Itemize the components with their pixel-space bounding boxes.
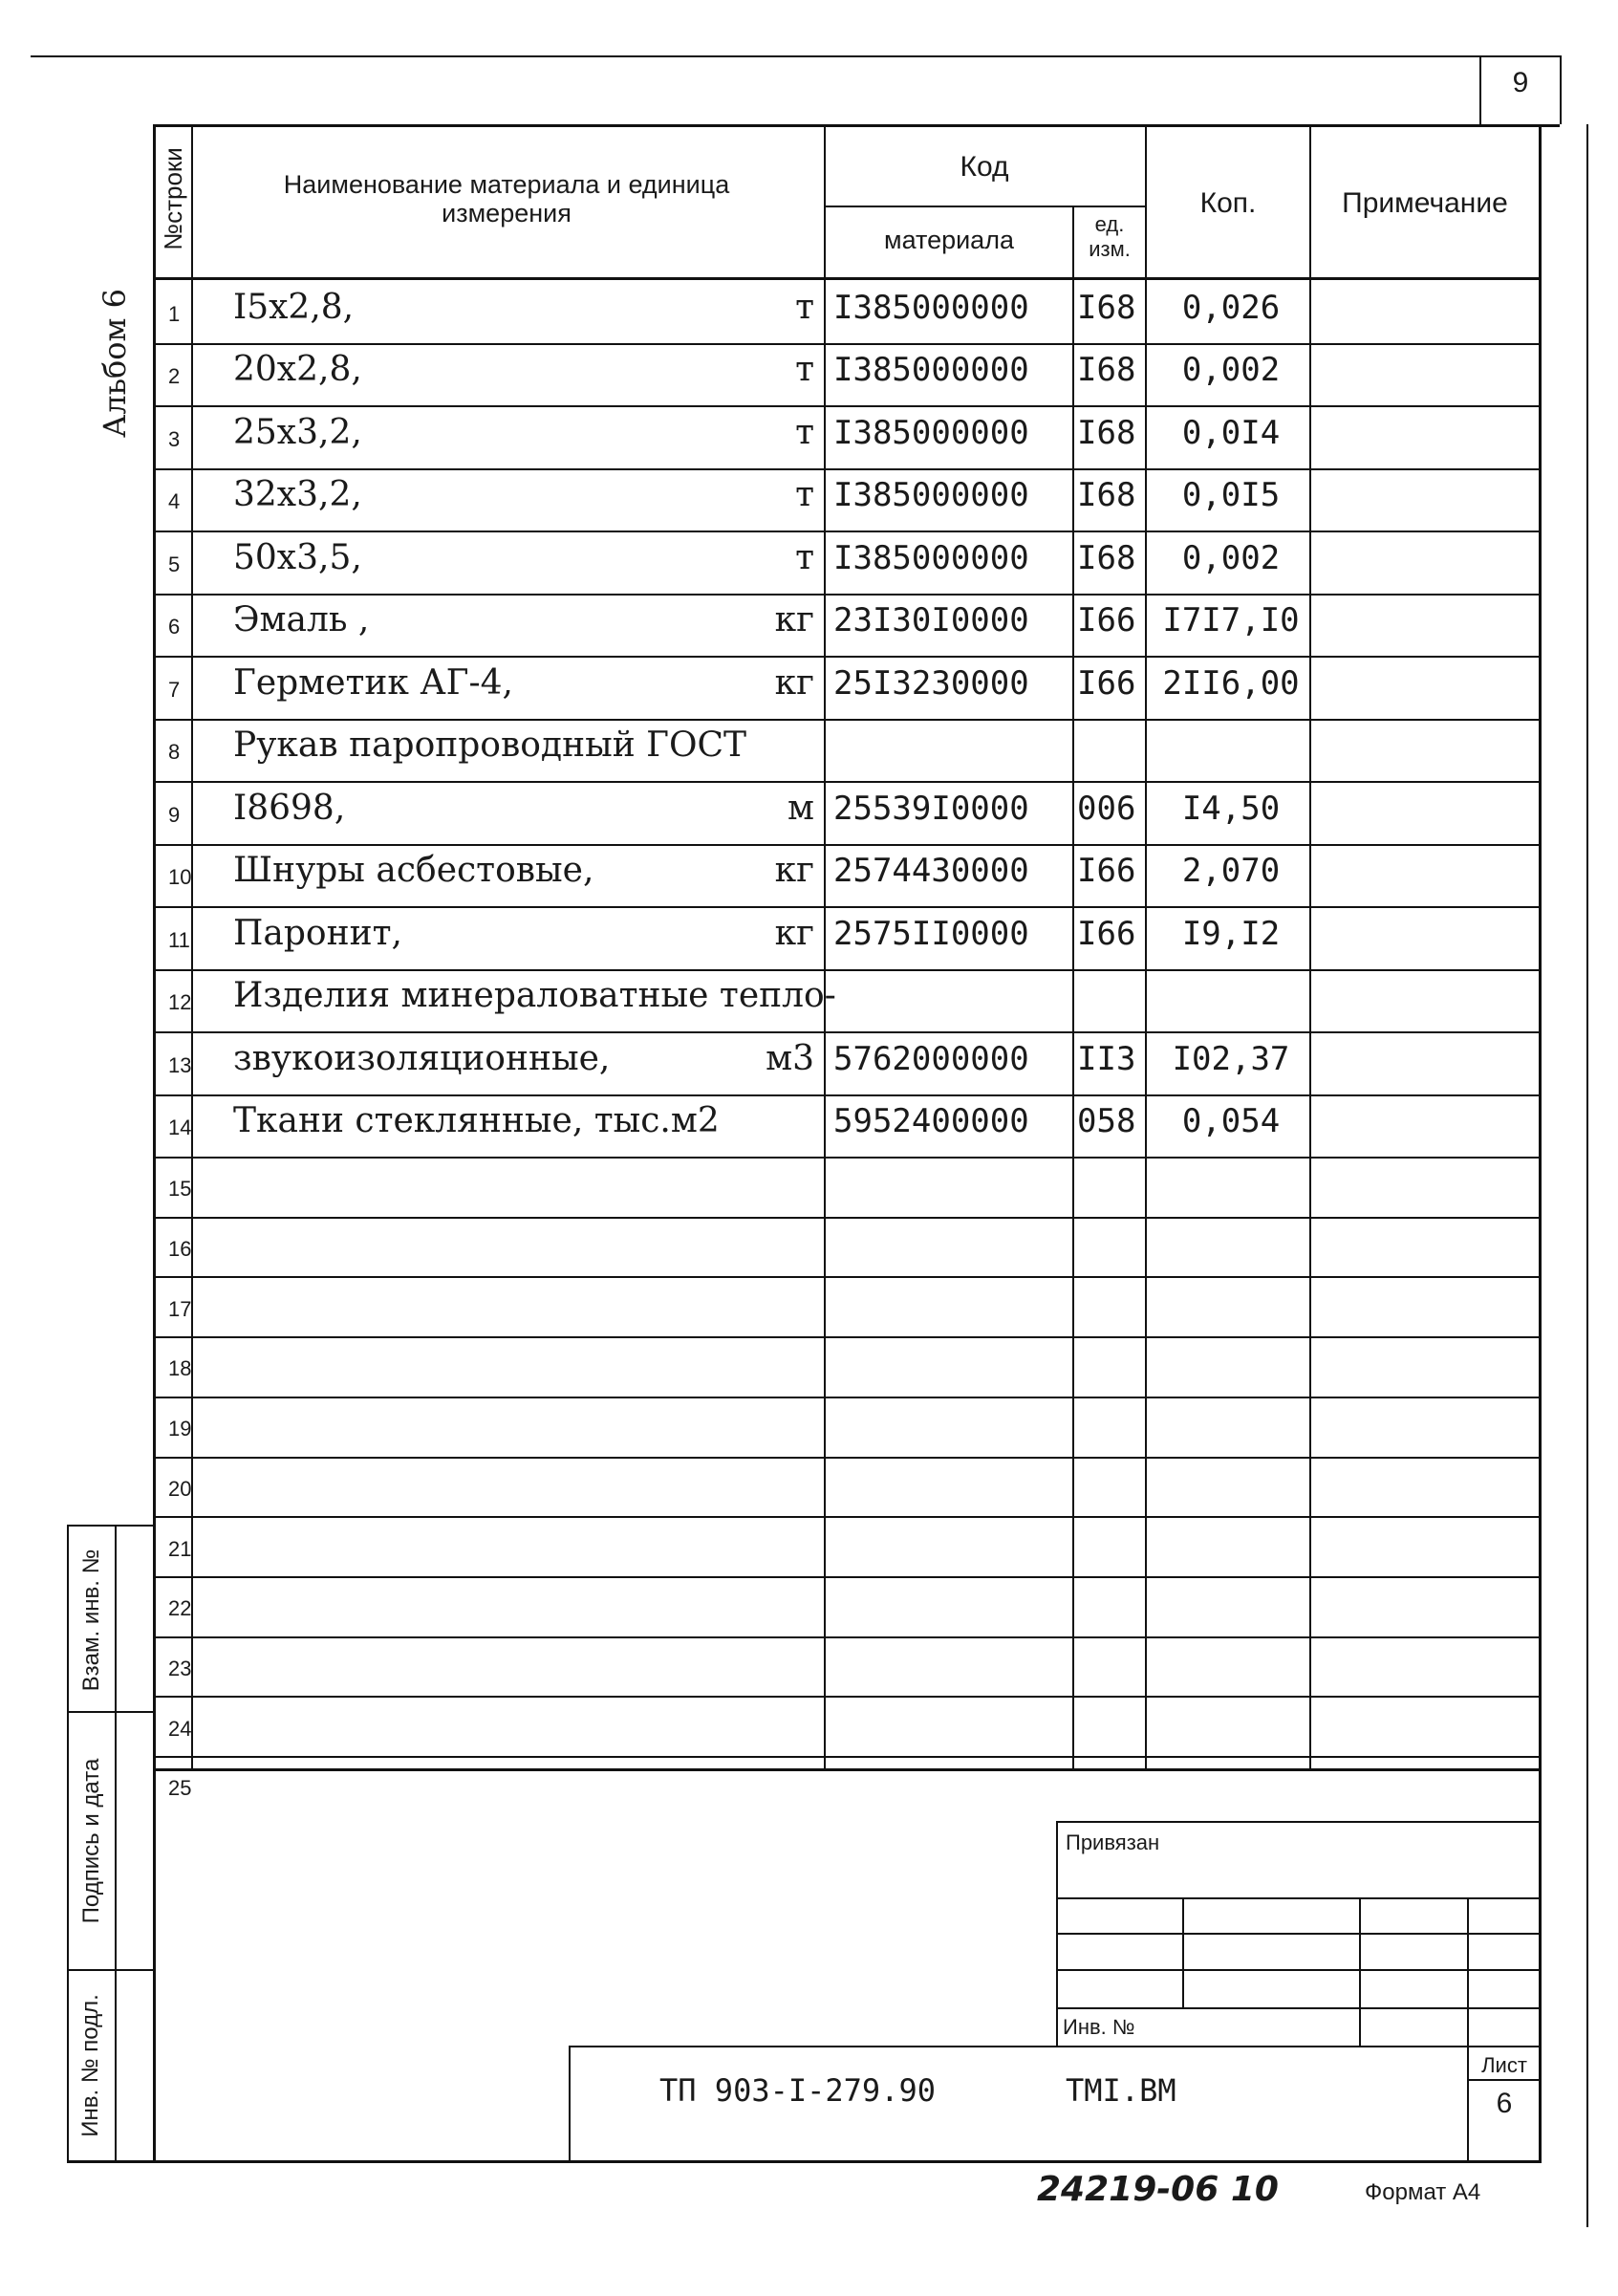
row-divider [153,1217,1539,1219]
handwritten-number: 24219-06 10 [1037,2170,1279,2209]
tb-sheet-number: 6 [1496,2088,1513,2119]
page-number-box-right [1560,55,1562,124]
row-divider [153,969,1539,971]
col-sep-rownum [191,124,193,1768]
tb-attach-top [1056,1821,1539,1823]
row-number: 17 [168,1296,192,1321]
col-sep-code [1072,206,1074,1768]
row-divider [153,468,1539,470]
row-divider [153,1094,1539,1096]
stamp-vzam-inv: Взам. инв. № [78,1549,104,1692]
unit-code: I68 [1077,413,1136,452]
header-material-name: Наименование материала и единица измерения [283,170,730,227]
tb-sheet-rule [1467,2079,1539,2081]
row-number: 7 [168,677,181,702]
unit-code: I68 [1077,288,1136,327]
col-sep-name [824,124,826,1768]
row-number: 11 [168,927,190,952]
quantity-value: 0,002 [1181,351,1281,390]
row-divider [153,1157,1539,1159]
unit-label: т [795,537,814,577]
quantity-value: 0,026 [1181,288,1281,327]
row-divider [153,719,1539,721]
tb-doc-code: ТП 903-I-279.90 [659,2072,936,2109]
row-divider [153,1457,1539,1459]
row-number: 9 [168,802,181,827]
material-code: I385000000 [833,288,1029,327]
top-rule [31,55,1560,57]
material-name: Шнуры асбестовые, [233,851,594,891]
quantity-value: 0,0I5 [1181,476,1281,515]
header-row-number: №строки [159,147,187,250]
row-number: 5 [168,552,181,576]
unit-code: I68 [1077,538,1136,577]
row-number: 23 [168,1656,192,1680]
row-divider [153,1756,1539,1758]
material-name: 50x3,5, [233,537,362,577]
material-name: Эмаль , [233,600,370,640]
row-divider [153,1576,1539,1578]
row-divider [153,1397,1539,1398]
quantity-value: I02,37 [1172,1039,1290,1078]
row-number: 21 [168,1536,192,1561]
unit-code: I68 [1077,476,1136,515]
tb-sheet-label: Лист [1481,2053,1527,2077]
header-code-unit: ед. изм. [1089,212,1131,261]
unit-code: I66 [1077,663,1136,703]
material-name: I5x2,8, [233,287,355,327]
material-code: 5762000000 [833,1039,1029,1078]
page-number: 9 [1512,67,1529,98]
material-name: 32x3,2, [233,475,362,515]
row-divider [153,656,1539,658]
material-name: Герметик АГ-4, [233,662,513,703]
material-code: 25539I0000 [833,789,1029,828]
unit-code: I68 [1077,351,1136,390]
tb-grid-v3 [1467,1897,1469,2162]
row-divider [153,1031,1539,1033]
quantity-value: 0,002 [1181,538,1281,577]
frame-bottom [67,2160,1542,2163]
material-code: I385000000 [833,538,1029,577]
row-divider [153,1336,1539,1338]
tb-doc-mark: ТМI.ВМ [1066,2072,1176,2109]
unit-code: 006 [1077,789,1136,828]
stamp-left [67,1525,69,2162]
row-number: 19 [168,1417,192,1441]
tb-main-top [569,2046,1539,2047]
code-subheader-rule [824,206,1145,207]
row-divider [153,844,1539,846]
unit-label: т [795,475,814,515]
row-number: 25 [168,1776,192,1801]
quantity-value: I7I7,I0 [1162,601,1300,640]
album-label: Альбом 6 [97,289,133,438]
row-divider [153,781,1539,783]
header-code-group: Код [960,151,1009,183]
material-name: 20x2,8, [233,350,362,390]
tb-grid-v1 [1182,1897,1184,2007]
header-remarks: Примечание [1342,187,1508,219]
tb-main-left [569,2046,571,2162]
unit-label: м3 [766,1038,814,1078]
unit-code: I66 [1077,601,1136,640]
row-number: 12 [168,990,192,1015]
unit-label: т [795,412,814,452]
unit-label: кг [774,662,814,703]
frame-top [153,124,1560,127]
row-divider [153,594,1539,596]
unit-label: т [795,287,814,327]
row-number: 18 [168,1356,192,1381]
tb-grid-v2 [1359,1897,1361,2046]
stamp-signature-date: Подпись и дата [78,1758,104,1924]
material-code: I385000000 [833,413,1029,452]
row-divider [153,343,1539,345]
quantity-value: 2,070 [1181,852,1281,891]
material-code: 25I3230000 [833,663,1029,703]
frame-right [1539,124,1542,2162]
material-name: Ткани стеклянные, тыс.м2 [233,1101,720,1141]
material-name: Изделия минераловатные тепло- [233,976,836,1016]
row-number: 24 [168,1716,192,1741]
unit-label: кг [774,600,814,640]
material-name: Рукав паропроводный ГОСТ [233,726,747,766]
unit-label: т [795,350,814,390]
material-name: звукоизоляционные, [233,1038,611,1078]
row-number: 22 [168,1596,192,1621]
quantity-value: I9,I2 [1181,914,1281,953]
row-divider [153,906,1539,908]
col-sep-qty [1309,124,1311,1768]
format-label: Формат А4 [1365,2179,1481,2205]
row-divider [153,1636,1539,1638]
frame-left [153,124,156,2162]
unit-code: I66 [1077,914,1136,953]
row-number: 8 [168,740,181,765]
row-number: 2 [168,364,181,389]
row-divider [153,531,1539,532]
row-divider [153,1276,1539,1278]
row-number: 14 [168,1116,192,1140]
row-number: 10 [168,865,192,890]
material-name: 25x3,2, [233,412,362,452]
material-code: 2575II0000 [833,914,1029,953]
tb-privyazan: Привязан [1066,1830,1160,1854]
right-margin-rule [1586,124,1588,2227]
row-number: 20 [168,1476,192,1501]
row-number: 4 [168,489,181,514]
unit-code: I66 [1077,852,1136,891]
material-code: 23I30I0000 [833,601,1029,640]
row-divider [153,1696,1539,1698]
unit-code: 058 [1077,1102,1136,1141]
col-sep-unitcode [1145,124,1147,1768]
material-name: I8698, [233,788,346,828]
row-number: 13 [168,1052,192,1077]
tb-inv-no: Инв. № [1063,2015,1135,2039]
quantity-value: I4,50 [1181,789,1281,828]
row-number: 1 [168,301,181,326]
stamp-inv-original: Инв. № подл. [77,1994,103,2137]
row-divider [153,1516,1539,1518]
quantity-value: 0,054 [1181,1102,1281,1141]
table-bottom [153,1768,1539,1771]
header-bottom [153,277,1539,280]
row-number: 6 [168,615,181,639]
unit-label: м [787,788,814,828]
row-number: 15 [168,1177,192,1202]
material-name: Паронит, [233,913,402,953]
material-code: 5952400000 [833,1102,1029,1141]
row-divider [153,405,1539,407]
unit-label: кг [774,851,814,891]
header-code-material: материала [884,226,1014,254]
quantity-value: 2II6,00 [1162,663,1300,703]
row-number: 3 [168,426,181,451]
unit-code: II3 [1077,1039,1136,1078]
unit-label: кг [774,913,814,953]
material-code: I385000000 [833,351,1029,390]
material-code: 2574430000 [833,852,1029,891]
header-quantity: Коп. [1199,187,1257,219]
stamp-mid [115,1525,117,2162]
quantity-value: 0,0I4 [1181,413,1281,452]
material-code: I385000000 [833,476,1029,515]
row-number: 16 [168,1237,192,1262]
